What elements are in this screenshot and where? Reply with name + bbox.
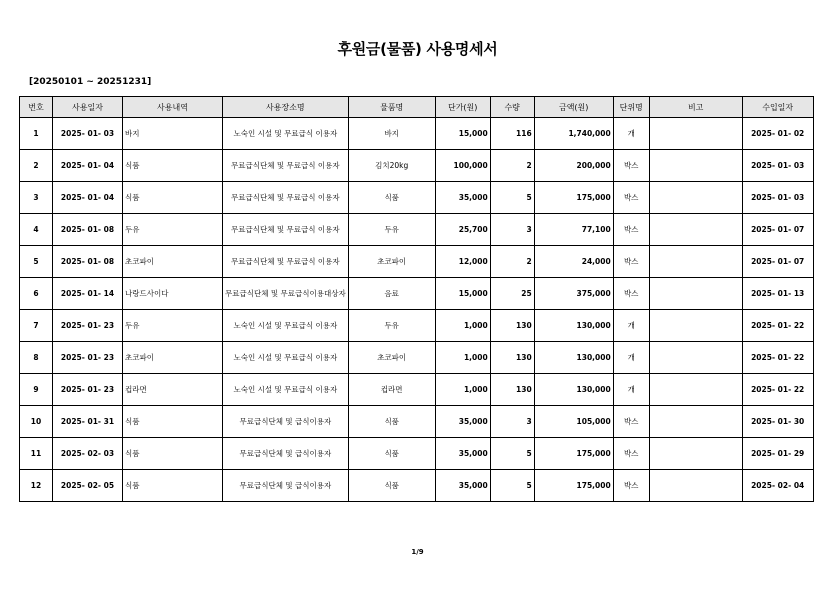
item-name-cell: 두유 [348,214,435,246]
use-detail-cell: 나랑드사이다 [123,278,223,310]
quantity-cell: 2 [490,150,534,182]
item-name-cell: 식품 [348,182,435,214]
item-name-cell: 식품 [348,406,435,438]
amount-cell: 1,740,000 [534,118,613,150]
use-date-cell: 2025- 01- 23 [53,310,123,342]
use-place-cell: 무료급식단체 및 무료급식 이용자 [223,150,349,182]
receipt-date-cell: 2025- 01- 22 [742,310,813,342]
remarks-cell [649,214,742,246]
table-row [20,342,814,374]
amount-cell: 130,000 [534,342,613,374]
use-detail-cell: 식품 [123,150,223,182]
unit-cell: 개 [613,342,649,374]
table-row [20,438,814,470]
use-detail-cell: 두유 [123,310,223,342]
table-header-row [20,97,814,118]
receipt-date-cell: 2025- 01- 22 [742,342,813,374]
use-date-cell: 2025- 02- 05 [53,470,123,502]
row-number-cell: 3 [20,182,53,214]
table-row [20,246,814,278]
unit-price-cell: 100,000 [435,150,490,182]
use-date-cell: 2025- 01- 03 [53,118,123,150]
table-row [20,182,814,214]
amount-cell: 375,000 [534,278,613,310]
quantity-cell: 130 [490,374,534,406]
period-range: [20250101 ~ 20251231] [29,77,152,87]
quantity-cell: 5 [490,438,534,470]
item-name-cell: 음료 [348,278,435,310]
table-row [20,150,814,182]
row-number-cell: 4 [20,214,53,246]
unit-price-cell: 1,000 [435,310,490,342]
remarks-cell [649,278,742,310]
use-date-cell: 2025- 01- 14 [53,278,123,310]
item-name-cell: 초코파이 [348,246,435,278]
use-detail-cell: 식품 [123,470,223,502]
unit-price-cell: 35,000 [435,470,490,502]
unit-cell: 박스 [613,406,649,438]
quantity-cell: 25 [490,278,534,310]
quantity-cell: 130 [490,310,534,342]
amount-cell: 24,000 [534,246,613,278]
amount-cell: 200,000 [534,150,613,182]
amount-cell: 130,000 [534,310,613,342]
receipt-date-cell: 2025- 01- 07 [742,214,813,246]
use-date-cell: 2025- 01- 31 [53,406,123,438]
table-row [20,406,814,438]
row-number-cell: 2 [20,150,53,182]
unit-cell: 개 [613,310,649,342]
unit-cell: 박스 [613,214,649,246]
remarks-cell [649,470,742,502]
col-use-detail-header: 사용내역 [123,97,223,118]
use-place-cell: 노숙인 시설 및 무료급식 이용자 [223,310,349,342]
table-row [20,278,814,310]
row-number-cell: 7 [20,310,53,342]
col-remarks-header: 비고 [649,97,742,118]
row-number-cell: 11 [20,438,53,470]
use-detail-cell: 컵라면 [123,374,223,406]
document-title: 후원금(물품) 사용명세서 [337,40,498,58]
quantity-cell: 5 [490,470,534,502]
remarks-cell [649,438,742,470]
use-place-cell: 무료급식단체 및 급식이용자 [223,470,349,502]
table-body [20,118,814,502]
receipt-date-cell: 2025- 01- 29 [742,438,813,470]
col-unit-price-header: 단가(원) [435,97,490,118]
unit-price-cell: 12,000 [435,246,490,278]
use-detail-cell: 식품 [123,182,223,214]
unit-price-cell: 35,000 [435,406,490,438]
receipt-date-cell: 2025- 01- 03 [742,150,813,182]
use-place-cell: 무료급식단체 및 무료급식이용대상자 [223,278,349,310]
usage-table [19,96,814,502]
item-name-cell: 식품 [348,470,435,502]
item-name-cell: 컵라면 [348,374,435,406]
col-item-name-header: 물품명 [348,97,435,118]
amount-cell: 130,000 [534,374,613,406]
table-row [20,118,814,150]
unit-cell: 박스 [613,438,649,470]
use-place-cell: 무료급식단체 및 급식이용자 [223,406,349,438]
unit-cell: 개 [613,374,649,406]
quantity-cell: 2 [490,246,534,278]
item-name-cell: 김치20kg [348,150,435,182]
amount-cell: 175,000 [534,182,613,214]
row-number-cell: 10 [20,406,53,438]
receipt-date-cell: 2025- 02- 04 [742,470,813,502]
receipt-date-cell: 2025- 01- 30 [742,406,813,438]
table-row [20,374,814,406]
col-use-place-header: 사용장소명 [223,97,349,118]
use-place-cell: 노숙인 시설 및 무료급식 이용자 [223,342,349,374]
item-name-cell: 초코파이 [348,342,435,374]
table-row [20,214,814,246]
use-detail-cell: 식품 [123,438,223,470]
receipt-date-cell: 2025- 01- 03 [742,182,813,214]
use-place-cell: 무료급식단체 및 무료급식 이용자 [223,246,349,278]
unit-price-cell: 1,000 [435,374,490,406]
col-unit-header: 단위명 [613,97,649,118]
receipt-date-cell: 2025- 01- 22 [742,374,813,406]
row-number-cell: 8 [20,342,53,374]
item-name-cell: 식품 [348,438,435,470]
col-quantity-header: 수량 [490,97,534,118]
row-number-cell: 12 [20,470,53,502]
use-place-cell: 무료급식단체 및 무료급식 이용자 [223,182,349,214]
use-date-cell: 2025- 01- 23 [53,342,123,374]
use-detail-cell: 초코파이 [123,246,223,278]
use-detail-cell: 두유 [123,214,223,246]
quantity-cell: 3 [490,214,534,246]
amount-cell: 175,000 [534,438,613,470]
unit-price-cell: 15,000 [435,118,490,150]
item-name-cell: 두유 [348,310,435,342]
use-detail-cell: 식품 [123,406,223,438]
use-detail-cell: 초코파이 [123,342,223,374]
use-date-cell: 2025- 01- 08 [53,246,123,278]
use-date-cell: 2025- 01- 04 [53,150,123,182]
remarks-cell [649,150,742,182]
quantity-cell: 116 [490,118,534,150]
use-place-cell: 무료급식단체 및 무료급식 이용자 [223,214,349,246]
table-row [20,310,814,342]
quantity-cell: 130 [490,342,534,374]
use-detail-cell: 바지 [123,118,223,150]
remarks-cell [649,374,742,406]
unit-cell: 박스 [613,246,649,278]
use-place-cell: 무료급식단체 및 급식이용자 [223,438,349,470]
col-amount-header: 금액(원) [534,97,613,118]
table-row [20,470,814,502]
unit-price-cell: 1,000 [435,342,490,374]
page-indicator: 1/9 [411,548,424,556]
unit-price-cell: 35,000 [435,438,490,470]
row-number-cell: 9 [20,374,53,406]
remarks-cell [649,182,742,214]
row-number-cell: 5 [20,246,53,278]
unit-price-cell: 25,700 [435,214,490,246]
remarks-cell [649,246,742,278]
receipt-date-cell: 2025- 01- 13 [742,278,813,310]
remarks-cell [649,406,742,438]
unit-price-cell: 15,000 [435,278,490,310]
col-number-header: 번호 [20,97,53,118]
col-use-date-header: 사용일자 [53,97,123,118]
use-date-cell: 2025- 02- 03 [53,438,123,470]
remarks-cell [649,118,742,150]
amount-cell: 175,000 [534,470,613,502]
use-place-cell: 노숙인 시설 및 무료급식 이용자 [223,374,349,406]
receipt-date-cell: 2025- 01- 07 [742,246,813,278]
col-receipt-date-header: 수입일자 [742,97,813,118]
unit-cell: 박스 [613,278,649,310]
unit-cell: 박스 [613,150,649,182]
use-date-cell: 2025- 01- 23 [53,374,123,406]
amount-cell: 105,000 [534,406,613,438]
unit-cell: 박스 [613,182,649,214]
use-date-cell: 2025- 01- 04 [53,182,123,214]
use-date-cell: 2025- 01- 08 [53,214,123,246]
row-number-cell: 1 [20,118,53,150]
item-name-cell: 바지 [348,118,435,150]
remarks-cell [649,310,742,342]
unit-price-cell: 35,000 [435,182,490,214]
quantity-cell: 3 [490,406,534,438]
row-number-cell: 6 [20,278,53,310]
amount-cell: 77,100 [534,214,613,246]
unit-cell: 개 [613,118,649,150]
remarks-cell [649,342,742,374]
unit-cell: 박스 [613,470,649,502]
quantity-cell: 5 [490,182,534,214]
receipt-date-cell: 2025- 01- 02 [742,118,813,150]
use-place-cell: 노숙인 시설 및 무료급식 이용자 [223,118,349,150]
